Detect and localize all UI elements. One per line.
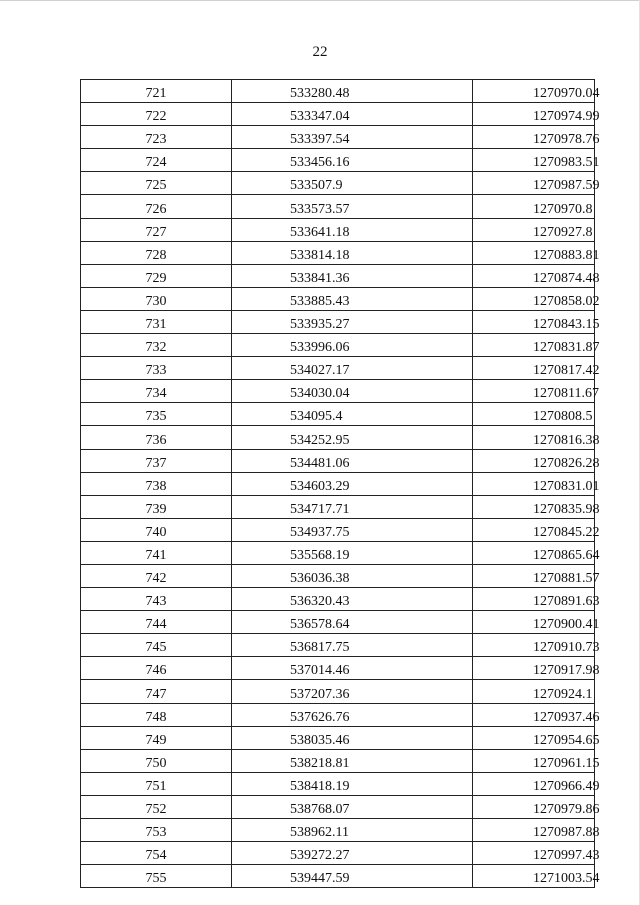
- table-row: [81, 287, 595, 310]
- point-number-cell: 726: [81, 195, 232, 218]
- table-row: [81, 749, 595, 772]
- point-number-cell: 722: [81, 103, 232, 126]
- y-coordinate-cell: 1270978.76: [473, 126, 595, 149]
- y-coordinate-cell: 1270835.98: [473, 495, 595, 518]
- table-row: [81, 819, 595, 842]
- page-top-edge: [0, 0, 640, 1]
- y-coordinate-cell: 1270811.67: [473, 380, 595, 403]
- x-coordinate-cell: 537014.46: [232, 657, 473, 680]
- point-number-cell: 750: [81, 749, 232, 772]
- y-coordinate-cell: 1270970.8: [473, 195, 595, 218]
- y-coordinate-cell: 1270817.42: [473, 357, 595, 380]
- x-coordinate-cell: 536036.38: [232, 564, 473, 587]
- table-row: [81, 518, 595, 541]
- x-coordinate-cell: 536320.43: [232, 588, 473, 611]
- point-number-cell: 735: [81, 403, 232, 426]
- y-coordinate-cell: 1270826.28: [473, 449, 595, 472]
- y-coordinate-cell: 1270831.01: [473, 472, 595, 495]
- point-number-cell: 741: [81, 541, 232, 564]
- point-number-cell: 731: [81, 310, 232, 333]
- y-coordinate-cell: 1270966.49: [473, 772, 595, 795]
- point-number-cell: 747: [81, 680, 232, 703]
- table-row: [81, 264, 595, 287]
- y-coordinate-cell: 1270983.51: [473, 149, 595, 172]
- point-number-cell: 755: [81, 865, 232, 888]
- y-coordinate-cell: 1270987.88: [473, 819, 595, 842]
- point-number-cell: 723: [81, 126, 232, 149]
- table-row: [81, 795, 595, 818]
- table-row: [81, 588, 595, 611]
- point-number-cell: 743: [81, 588, 232, 611]
- x-coordinate-cell: 533573.57: [232, 195, 473, 218]
- x-coordinate-cell: 533814.18: [232, 241, 473, 264]
- table-row: [81, 680, 595, 703]
- table-row: [81, 172, 595, 195]
- x-coordinate-cell: 534603.29: [232, 472, 473, 495]
- point-number-cell: 738: [81, 472, 232, 495]
- y-coordinate-cell: 1270917.98: [473, 657, 595, 680]
- coordinates-table: [80, 79, 600, 888]
- point-number-cell: 749: [81, 726, 232, 749]
- table-row: [81, 241, 595, 264]
- table-row: [81, 611, 595, 634]
- table-row: [81, 495, 595, 518]
- y-coordinate-cell: 1270808.5: [473, 403, 595, 426]
- x-coordinate-cell: 533935.27: [232, 310, 473, 333]
- point-number-cell: 724: [81, 149, 232, 172]
- x-coordinate-cell: 538218.81: [232, 749, 473, 772]
- x-coordinate-cell: 533280.48: [232, 80, 473, 103]
- y-coordinate-cell: 1270970.04: [473, 80, 595, 103]
- x-coordinate-cell: 538962.11: [232, 819, 473, 842]
- x-coordinate-cell: 537207.36: [232, 680, 473, 703]
- table-row: [81, 126, 595, 149]
- table-row: [81, 865, 595, 888]
- x-coordinate-cell: 534717.71: [232, 495, 473, 518]
- y-coordinate-cell: 1270883.81: [473, 241, 595, 264]
- x-coordinate-cell: 533456.16: [232, 149, 473, 172]
- point-number-cell: 730: [81, 287, 232, 310]
- x-coordinate-cell: 537626.76: [232, 703, 473, 726]
- y-coordinate-cell: 1270974.99: [473, 103, 595, 126]
- x-coordinate-cell: 534027.17: [232, 357, 473, 380]
- table-row: [81, 80, 595, 103]
- coordinates-table-body: [81, 80, 600, 888]
- y-coordinate-cell: 1270987.59: [473, 172, 595, 195]
- x-coordinate-cell: 533507.9: [232, 172, 473, 195]
- y-coordinate-cell: 1270831.87: [473, 334, 595, 357]
- table-row: [81, 726, 595, 749]
- x-coordinate-cell: 533347.04: [232, 103, 473, 126]
- point-number-cell: 729: [81, 264, 232, 287]
- x-coordinate-cell: 539272.27: [232, 842, 473, 865]
- point-number-cell: 736: [81, 426, 232, 449]
- y-coordinate-cell: 1270858.02: [473, 287, 595, 310]
- y-coordinate-cell: 1270900.41: [473, 611, 595, 634]
- table-row: [81, 103, 595, 126]
- table-row: [81, 149, 595, 172]
- point-number-cell: 746: [81, 657, 232, 680]
- x-coordinate-cell: 533641.18: [232, 218, 473, 241]
- x-coordinate-cell: 538768.07: [232, 795, 473, 818]
- point-number-cell: 740: [81, 518, 232, 541]
- table-row: [81, 564, 595, 587]
- y-coordinate-cell: 1270891.63: [473, 588, 595, 611]
- y-coordinate-cell: 1270843.15: [473, 310, 595, 333]
- x-coordinate-cell: 533885.43: [232, 287, 473, 310]
- x-coordinate-cell: 533996.06: [232, 334, 473, 357]
- y-coordinate-cell: 1271003.54: [473, 865, 595, 888]
- table-row: [81, 842, 595, 865]
- table-row: [81, 541, 595, 564]
- point-number-cell: 737: [81, 449, 232, 472]
- point-number-cell: 734: [81, 380, 232, 403]
- point-number-cell: 727: [81, 218, 232, 241]
- table-row: [81, 703, 595, 726]
- y-coordinate-cell: 1270979.86: [473, 795, 595, 818]
- table-row: [81, 403, 595, 426]
- table-row: [81, 634, 595, 657]
- x-coordinate-cell: 536817.75: [232, 634, 473, 657]
- point-number-cell: 753: [81, 819, 232, 842]
- table-row: [81, 472, 595, 495]
- y-coordinate-cell: 1270845.22: [473, 518, 595, 541]
- x-coordinate-cell: 533397.54: [232, 126, 473, 149]
- table-row: [81, 218, 595, 241]
- y-coordinate-cell: 1270924.1: [473, 680, 595, 703]
- point-number-cell: 742: [81, 564, 232, 587]
- y-coordinate-cell: 1270816.38: [473, 426, 595, 449]
- x-coordinate-cell: 534030.04: [232, 380, 473, 403]
- point-number-cell: 739: [81, 495, 232, 518]
- point-number-cell: 748: [81, 703, 232, 726]
- x-coordinate-cell: 539447.59: [232, 865, 473, 888]
- y-coordinate-cell: 1270937.46: [473, 703, 595, 726]
- y-coordinate-cell: 1270881.57: [473, 564, 595, 587]
- point-number-cell: 754: [81, 842, 232, 865]
- table-row: [81, 426, 595, 449]
- y-coordinate-cell: 1270961.15: [473, 749, 595, 772]
- point-number-cell: 728: [81, 241, 232, 264]
- point-number-cell: 725: [81, 172, 232, 195]
- table-row: [81, 380, 595, 403]
- x-coordinate-cell: 536578.64: [232, 611, 473, 634]
- y-coordinate-cell: 1270865.64: [473, 541, 595, 564]
- x-coordinate-cell: 534937.75: [232, 518, 473, 541]
- table-row: [81, 310, 595, 333]
- table-row: [81, 449, 595, 472]
- x-coordinate-cell: 534252.95: [232, 426, 473, 449]
- table-row: [81, 195, 595, 218]
- table-row: [81, 357, 595, 380]
- point-number-cell: 744: [81, 611, 232, 634]
- x-coordinate-cell: 538418.19: [232, 772, 473, 795]
- point-number-cell: 752: [81, 795, 232, 818]
- y-coordinate-cell: 1270997.43: [473, 842, 595, 865]
- point-number-cell: 751: [81, 772, 232, 795]
- point-number-cell: 733: [81, 357, 232, 380]
- table-row: [81, 772, 595, 795]
- x-coordinate-cell: 534481.06: [232, 449, 473, 472]
- x-coordinate-cell: 533841.36: [232, 264, 473, 287]
- y-coordinate-cell: 1270927.8: [473, 218, 595, 241]
- table-row: [81, 334, 595, 357]
- point-number-cell: 721: [81, 80, 232, 103]
- page-number: 22: [312, 44, 328, 60]
- table-row: [81, 657, 595, 680]
- point-number-cell: 745: [81, 634, 232, 657]
- y-coordinate-cell: 1270954.65: [473, 726, 595, 749]
- x-coordinate-cell: 538035.46: [232, 726, 473, 749]
- y-coordinate-cell: 1270910.73: [473, 634, 595, 657]
- point-number-cell: 732: [81, 334, 232, 357]
- x-coordinate-cell: 534095.4: [232, 403, 473, 426]
- x-coordinate-cell: 535568.19: [232, 541, 473, 564]
- y-coordinate-cell: 1270874.48: [473, 264, 595, 287]
